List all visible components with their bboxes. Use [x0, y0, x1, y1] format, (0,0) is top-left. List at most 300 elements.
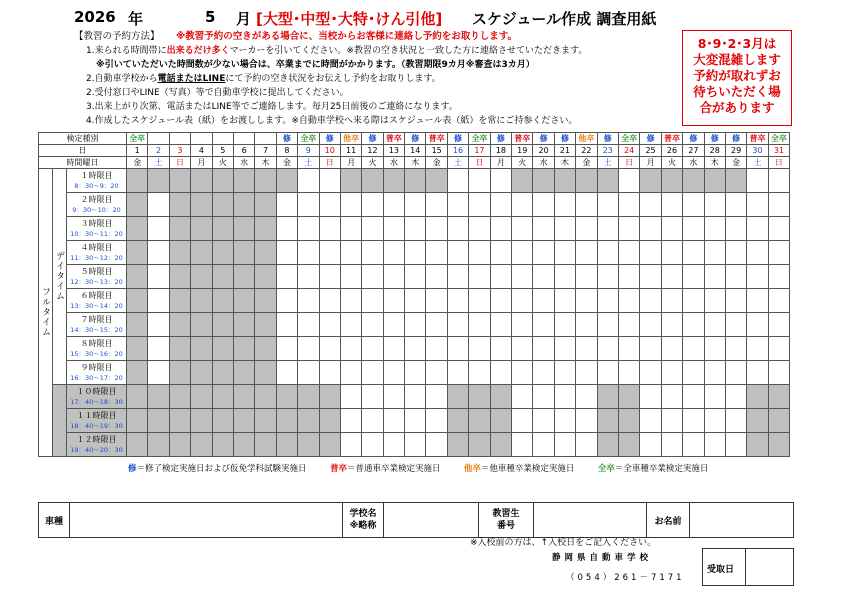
schedule-slot[interactable]: [426, 265, 447, 289]
schedule-slot: [597, 169, 618, 193]
schedule-slot[interactable]: [618, 361, 639, 385]
schedule-slot: [255, 193, 276, 217]
schedule-slot[interactable]: [405, 193, 426, 217]
schedule-slot[interactable]: [362, 385, 383, 409]
schedule-slot[interactable]: [683, 193, 704, 217]
schedule-slot[interactable]: [148, 193, 169, 217]
schedule-slot[interactable]: [576, 313, 597, 337]
schedule-slot[interactable]: [747, 361, 768, 385]
schedule-slot[interactable]: [298, 265, 319, 289]
schedule-slot[interactable]: [618, 169, 639, 193]
period-label: [67, 409, 127, 433]
schedule-slot: [212, 289, 233, 313]
schedule-slot[interactable]: [298, 217, 319, 241]
schedule-slot[interactable]: [725, 313, 746, 337]
schedule-slot[interactable]: [405, 433, 426, 457]
schedule-slot: [233, 289, 254, 313]
period-label: [67, 217, 127, 241]
schedule-slot[interactable]: [405, 409, 426, 433]
schedule-slot[interactable]: [426, 361, 447, 385]
legend-zen-mark: 全卒: [597, 464, 615, 474]
schedule-slot[interactable]: [362, 337, 383, 361]
schedule-slot[interactable]: [683, 433, 704, 457]
schedule-slot[interactable]: [426, 241, 447, 265]
schedule-slot[interactable]: [490, 217, 511, 241]
schedule-slot[interactable]: [661, 289, 682, 313]
schedule-slot[interactable]: [533, 265, 554, 289]
schedule-slot[interactable]: [725, 433, 746, 457]
schedule-slot[interactable]: [512, 193, 533, 217]
schedule-slot[interactable]: [704, 409, 725, 433]
schedule-slot[interactable]: [405, 361, 426, 385]
schedule-slot[interactable]: [362, 265, 383, 289]
schedule-slot[interactable]: [148, 337, 169, 361]
schedule-slot[interactable]: [725, 265, 746, 289]
schedule-slot[interactable]: [640, 385, 661, 409]
schedule-slot[interactable]: [405, 265, 426, 289]
schedule-slot[interactable]: [533, 385, 554, 409]
schedule-slot: [191, 409, 212, 433]
schedule-slot[interactable]: [554, 217, 575, 241]
schedule-slot[interactable]: [533, 217, 554, 241]
schedule-slot[interactable]: [747, 313, 768, 337]
schedule-slot[interactable]: [533, 337, 554, 361]
schedule-slot[interactable]: [340, 289, 361, 313]
schedule-slot[interactable]: [640, 409, 661, 433]
schedule-slot[interactable]: [362, 289, 383, 313]
schedule-slot[interactable]: [597, 193, 618, 217]
weekday-cell: 火: [362, 157, 383, 169]
schedule-slot[interactable]: [490, 193, 511, 217]
schedule-slot[interactable]: [683, 409, 704, 433]
schedule-slot[interactable]: [640, 193, 661, 217]
student-number-field[interactable]: [534, 503, 647, 538]
schedule-slot[interactable]: [319, 217, 340, 241]
schedule-slot[interactable]: [298, 241, 319, 265]
schedule-slot[interactable]: [597, 265, 618, 289]
schedule-slot[interactable]: [426, 385, 447, 409]
schedule-slot[interactable]: [747, 169, 768, 193]
schedule-slot[interactable]: [618, 193, 639, 217]
schedule-slot[interactable]: [490, 337, 511, 361]
schedule-slot[interactable]: [447, 169, 468, 193]
schedule-slot[interactable]: [640, 361, 661, 385]
schedule-slot[interactable]: [554, 241, 575, 265]
schedule-slot[interactable]: [640, 433, 661, 457]
schedule-slot[interactable]: [340, 433, 361, 457]
period-name: ８時限目: [80, 338, 113, 348]
schedule-slot[interactable]: [319, 169, 340, 193]
schedule-slot[interactable]: [512, 289, 533, 313]
schedule-slot[interactable]: [298, 313, 319, 337]
schedule-slot[interactable]: [618, 241, 639, 265]
schedule-slot[interactable]: [512, 337, 533, 361]
schedule-slot[interactable]: [362, 433, 383, 457]
schedule-slot[interactable]: [319, 193, 340, 217]
schedule-slot[interactable]: [426, 409, 447, 433]
schedule-slot[interactable]: [768, 289, 789, 313]
schedule-slot[interactable]: [747, 241, 768, 265]
schedule-slot: [255, 385, 276, 409]
schedule-slot[interactable]: [447, 313, 468, 337]
schedule-slot[interactable]: [704, 217, 725, 241]
schedule-slot[interactable]: [661, 193, 682, 217]
schedule-slot[interactable]: [576, 193, 597, 217]
schedule-slot[interactable]: [576, 265, 597, 289]
schedule-slot[interactable]: [533, 433, 554, 457]
schedule-slot: [768, 385, 789, 409]
schedule-slot[interactable]: [576, 361, 597, 385]
schedule-slot[interactable]: [640, 313, 661, 337]
schedule-slot[interactable]: [490, 265, 511, 289]
schedule-slot[interactable]: [661, 337, 682, 361]
schedule-slot: [212, 409, 233, 433]
schedule-slot[interactable]: [383, 217, 404, 241]
schedule-slot[interactable]: [725, 361, 746, 385]
schedule-slot[interactable]: [383, 433, 404, 457]
schedule-slot[interactable]: [490, 361, 511, 385]
schedule-slot[interactable]: [383, 241, 404, 265]
schedule-slot[interactable]: [533, 193, 554, 217]
vehicle-field[interactable]: [70, 503, 343, 538]
schedule-slot: [212, 241, 233, 265]
schedule-slot[interactable]: [725, 337, 746, 361]
schedule-slot[interactable]: [533, 313, 554, 337]
schedule-slot[interactable]: [512, 361, 533, 385]
schedule-slot[interactable]: [661, 409, 682, 433]
schedule-slot[interactable]: [661, 433, 682, 457]
schedule-slot[interactable]: [362, 241, 383, 265]
schedule-slot[interactable]: [512, 313, 533, 337]
schedule-slot[interactable]: [768, 217, 789, 241]
schedule-slot[interactable]: [340, 265, 361, 289]
schedule-slot[interactable]: [704, 193, 725, 217]
schedule-slot[interactable]: [554, 313, 575, 337]
schedule-slot[interactable]: [768, 337, 789, 361]
schedule-slot[interactable]: [661, 217, 682, 241]
schedule-slot[interactable]: [405, 241, 426, 265]
schedule-slot[interactable]: [576, 217, 597, 241]
school-name-label: 学校名 ※略称: [343, 503, 384, 538]
schedule-slot[interactable]: [490, 289, 511, 313]
schedule-slot[interactable]: [683, 385, 704, 409]
school-name-field[interactable]: [384, 503, 479, 538]
schedule-slot[interactable]: [661, 241, 682, 265]
exam-type-cell: 普卒: [426, 133, 447, 145]
schedule-slot[interactable]: [683, 313, 704, 337]
schedule-slot[interactable]: [490, 169, 511, 193]
schedule-slot[interactable]: [554, 193, 575, 217]
schedule-slot[interactable]: [704, 337, 725, 361]
month: 5: [205, 8, 216, 26]
schedule-slot[interactable]: [554, 433, 575, 457]
schedule-slot[interactable]: [533, 241, 554, 265]
schedule-slot: [212, 361, 233, 385]
schedule-slot[interactable]: [490, 241, 511, 265]
schedule-slot[interactable]: [533, 409, 554, 433]
schedule-slot[interactable]: [447, 361, 468, 385]
schedule-slot[interactable]: [683, 265, 704, 289]
schedule-slot[interactable]: [725, 217, 746, 241]
schedule-slot[interactable]: [383, 265, 404, 289]
schedule-slot[interactable]: [661, 265, 682, 289]
schedule-slot[interactable]: [747, 193, 768, 217]
schedule-slot[interactable]: [340, 313, 361, 337]
schedule-slot[interactable]: [704, 433, 725, 457]
schedule-slot[interactable]: [426, 337, 447, 361]
schedule-slot[interactable]: [768, 241, 789, 265]
schedule-slot: [148, 433, 169, 457]
schedule-slot[interactable]: [597, 337, 618, 361]
period-label: [67, 337, 127, 361]
schedule-slot[interactable]: [768, 193, 789, 217]
schedule-slot: [447, 409, 468, 433]
schedule-slot[interactable]: [704, 313, 725, 337]
schedule-slot[interactable]: [383, 289, 404, 313]
schedule-slot[interactable]: [340, 217, 361, 241]
schedule-slot[interactable]: [618, 217, 639, 241]
schedule-slot[interactable]: [447, 265, 468, 289]
period-time: 15：30～16：20: [70, 349, 123, 358]
schedule-slot[interactable]: [469, 241, 490, 265]
schedule-slot[interactable]: [554, 361, 575, 385]
schedule-slot[interactable]: [276, 313, 297, 337]
schedule-slot[interactable]: [469, 289, 490, 313]
schedule-slot[interactable]: [340, 409, 361, 433]
schedule-slot: [618, 385, 639, 409]
schedule-slot[interactable]: [512, 217, 533, 241]
schedule-slot[interactable]: [447, 289, 468, 313]
schedule-slot[interactable]: [276, 289, 297, 313]
schedule-slot[interactable]: [298, 169, 319, 193]
schedule-slot[interactable]: [725, 241, 746, 265]
schedule-slot[interactable]: [148, 313, 169, 337]
schedule-slot[interactable]: [148, 241, 169, 265]
schedule-slot[interactable]: [661, 313, 682, 337]
schedule-slot[interactable]: [618, 337, 639, 361]
schedule-slot[interactable]: [447, 193, 468, 217]
schedule-slot[interactable]: [298, 361, 319, 385]
schedule-slot[interactable]: [383, 193, 404, 217]
schedule-slot[interactable]: [704, 385, 725, 409]
schedule-slot[interactable]: [383, 337, 404, 361]
schedule-slot[interactable]: [597, 361, 618, 385]
schedule-slot[interactable]: [661, 385, 682, 409]
day-cell: 24: [618, 145, 639, 157]
schedule-slot[interactable]: [618, 289, 639, 313]
schedule-slot[interactable]: [276, 337, 297, 361]
schedule-slot[interactable]: [512, 409, 533, 433]
schedule-slot[interactable]: [469, 337, 490, 361]
schedule-slot[interactable]: [426, 433, 447, 457]
schedule-slot[interactable]: [704, 289, 725, 313]
schedule-slot[interactable]: [276, 193, 297, 217]
schedule-slot[interactable]: [597, 217, 618, 241]
schedule-slot[interactable]: [383, 409, 404, 433]
schedule-slot[interactable]: [533, 361, 554, 385]
schedule-slot[interactable]: [747, 265, 768, 289]
schedule-slot[interactable]: [447, 217, 468, 241]
schedule-slot[interactable]: [554, 289, 575, 313]
schedule-slot[interactable]: [576, 385, 597, 409]
schedule-slot[interactable]: [747, 337, 768, 361]
year-label: 年: [128, 10, 144, 28]
schedule-slot[interactable]: [383, 385, 404, 409]
schedule-slot[interactable]: [276, 265, 297, 289]
schedule-slot[interactable]: [340, 193, 361, 217]
instruction-1: 1.来られる時間帯に出来るだけ多くマーカーを引いてください。※教習の空き状況と一致した方に連絡させていただきます。: [86, 46, 588, 56]
schedule-slot[interactable]: [298, 193, 319, 217]
schedule-slot[interactable]: [148, 289, 169, 313]
schedule-slot[interactable]: [597, 313, 618, 337]
schedule-slot[interactable]: [276, 241, 297, 265]
schedule-slot[interactable]: [597, 289, 618, 313]
schedule-slot[interactable]: [319, 337, 340, 361]
schedule-slot[interactable]: [768, 313, 789, 337]
schedule-slot[interactable]: [704, 265, 725, 289]
schedule-slot[interactable]: [148, 265, 169, 289]
schedule-slot[interactable]: [362, 313, 383, 337]
schedule-slot[interactable]: [405, 337, 426, 361]
schedule-slot[interactable]: [383, 361, 404, 385]
school-name: 静岡県自動車学校: [552, 553, 653, 563]
schedule-slot[interactable]: [554, 337, 575, 361]
schedule-slot[interactable]: [640, 337, 661, 361]
schedule-slot[interactable]: [640, 289, 661, 313]
schedule-slot[interactable]: [276, 217, 297, 241]
period-name: ７時限目: [80, 314, 113, 324]
schedule-slot[interactable]: [683, 217, 704, 241]
schedule-slot[interactable]: [490, 313, 511, 337]
schedule-slot[interactable]: [747, 217, 768, 241]
schedule-slot[interactable]: [405, 217, 426, 241]
schedule-slot[interactable]: [469, 193, 490, 217]
schedule-slot: [704, 169, 725, 193]
schedule-slot[interactable]: [554, 385, 575, 409]
schedule-slot: [597, 385, 618, 409]
exam-type-cell: 修: [597, 133, 618, 145]
schedule-slot[interactable]: [426, 313, 447, 337]
schedule-slot[interactable]: [319, 361, 340, 385]
schedule-slot[interactable]: [683, 337, 704, 361]
day-cell: 20: [533, 145, 554, 157]
schedule-slot[interactable]: [576, 409, 597, 433]
schedule-slot[interactable]: [768, 265, 789, 289]
schedule-slot[interactable]: [661, 361, 682, 385]
period-time: 14：30～15：20: [70, 325, 123, 334]
schedule-slot[interactable]: [405, 289, 426, 313]
schedule-slot[interactable]: [640, 217, 661, 241]
schedule-slot[interactable]: [725, 409, 746, 433]
schedule-slot[interactable]: [725, 289, 746, 313]
schedule-slot[interactable]: [618, 313, 639, 337]
schedule-slot[interactable]: [148, 217, 169, 241]
schedule-slot: [233, 241, 254, 265]
schedule-slot[interactable]: [554, 265, 575, 289]
day-cell: 16: [447, 145, 468, 157]
schedule-slot[interactable]: [683, 361, 704, 385]
schedule-slot: [212, 313, 233, 337]
schedule-slot[interactable]: [512, 433, 533, 457]
schedule-slot[interactable]: [704, 241, 725, 265]
schedule-slot[interactable]: [512, 385, 533, 409]
schedule-slot[interactable]: [426, 217, 447, 241]
schedule-slot[interactable]: [426, 193, 447, 217]
schedule-slot[interactable]: [533, 289, 554, 313]
schedule-slot[interactable]: [576, 337, 597, 361]
schedule-slot[interactable]: [319, 289, 340, 313]
weekday-cell: 日: [169, 157, 190, 169]
day-header: 日: [39, 145, 127, 157]
schedule-slot[interactable]: [597, 241, 618, 265]
schedule-slot[interactable]: [747, 289, 768, 313]
schedule-slot[interactable]: [640, 241, 661, 265]
schedule-slot[interactable]: [340, 241, 361, 265]
schedule-slot[interactable]: [148, 361, 169, 385]
schedule-slot[interactable]: [768, 169, 789, 193]
schedule-slot[interactable]: [469, 265, 490, 289]
schedule-slot[interactable]: [362, 193, 383, 217]
schedule-slot[interactable]: [554, 409, 575, 433]
schedule-slot[interactable]: [618, 265, 639, 289]
schedule-slot[interactable]: [362, 361, 383, 385]
period-label: [67, 193, 127, 217]
schedule-slot[interactable]: [405, 313, 426, 337]
schedule-slot[interactable]: [640, 265, 661, 289]
schedule-slot[interactable]: [512, 265, 533, 289]
name-field[interactable]: [690, 503, 794, 538]
schedule-slot[interactable]: [298, 337, 319, 361]
instruction-note: ※引いていただいた時間数が少ない場合は、卒業までに時間がかかります。（教習期限9カ月※審査は3カ月）: [96, 60, 535, 70]
schedule-slot[interactable]: [426, 289, 447, 313]
schedule-slot[interactable]: [276, 361, 297, 385]
schedule-slot[interactable]: [469, 313, 490, 337]
schedule-slot: [747, 433, 768, 457]
schedule-slot[interactable]: [683, 241, 704, 265]
exam-type-cell: [169, 133, 190, 145]
schedule-slot[interactable]: [469, 217, 490, 241]
schedule-slot[interactable]: [576, 433, 597, 457]
schedule-slot[interactable]: [576, 241, 597, 265]
schedule-slot[interactable]: [447, 241, 468, 265]
schedule-slot[interactable]: [512, 241, 533, 265]
schedule-slot[interactable]: [340, 361, 361, 385]
schedule-slot[interactable]: [725, 385, 746, 409]
schedule-slot[interactable]: [447, 337, 468, 361]
schedule-slot[interactable]: [362, 409, 383, 433]
schedule-slot[interactable]: [704, 361, 725, 385]
weekday-cell: 日: [768, 157, 789, 169]
schedule-slot[interactable]: [319, 265, 340, 289]
schedule-slot: [169, 193, 190, 217]
schedule-slot[interactable]: [383, 313, 404, 337]
schedule-slot[interactable]: [362, 217, 383, 241]
schedule-slot[interactable]: [319, 241, 340, 265]
schedule-slot: [640, 169, 661, 193]
schedule-slot[interactable]: [340, 385, 361, 409]
schedule-slot[interactable]: [725, 193, 746, 217]
schedule-slot[interactable]: [768, 361, 789, 385]
schedule-slot[interactable]: [319, 313, 340, 337]
schedule-slot[interactable]: [469, 169, 490, 193]
schedule-slot[interactable]: [683, 289, 704, 313]
schedule-slot[interactable]: [298, 289, 319, 313]
schedule-slot[interactable]: [576, 289, 597, 313]
schedule-slot[interactable]: [469, 361, 490, 385]
schedule-slot[interactable]: [340, 337, 361, 361]
title-rest: スケジュール作成 調査用紙: [472, 10, 657, 28]
schedule-slot[interactable]: [405, 385, 426, 409]
